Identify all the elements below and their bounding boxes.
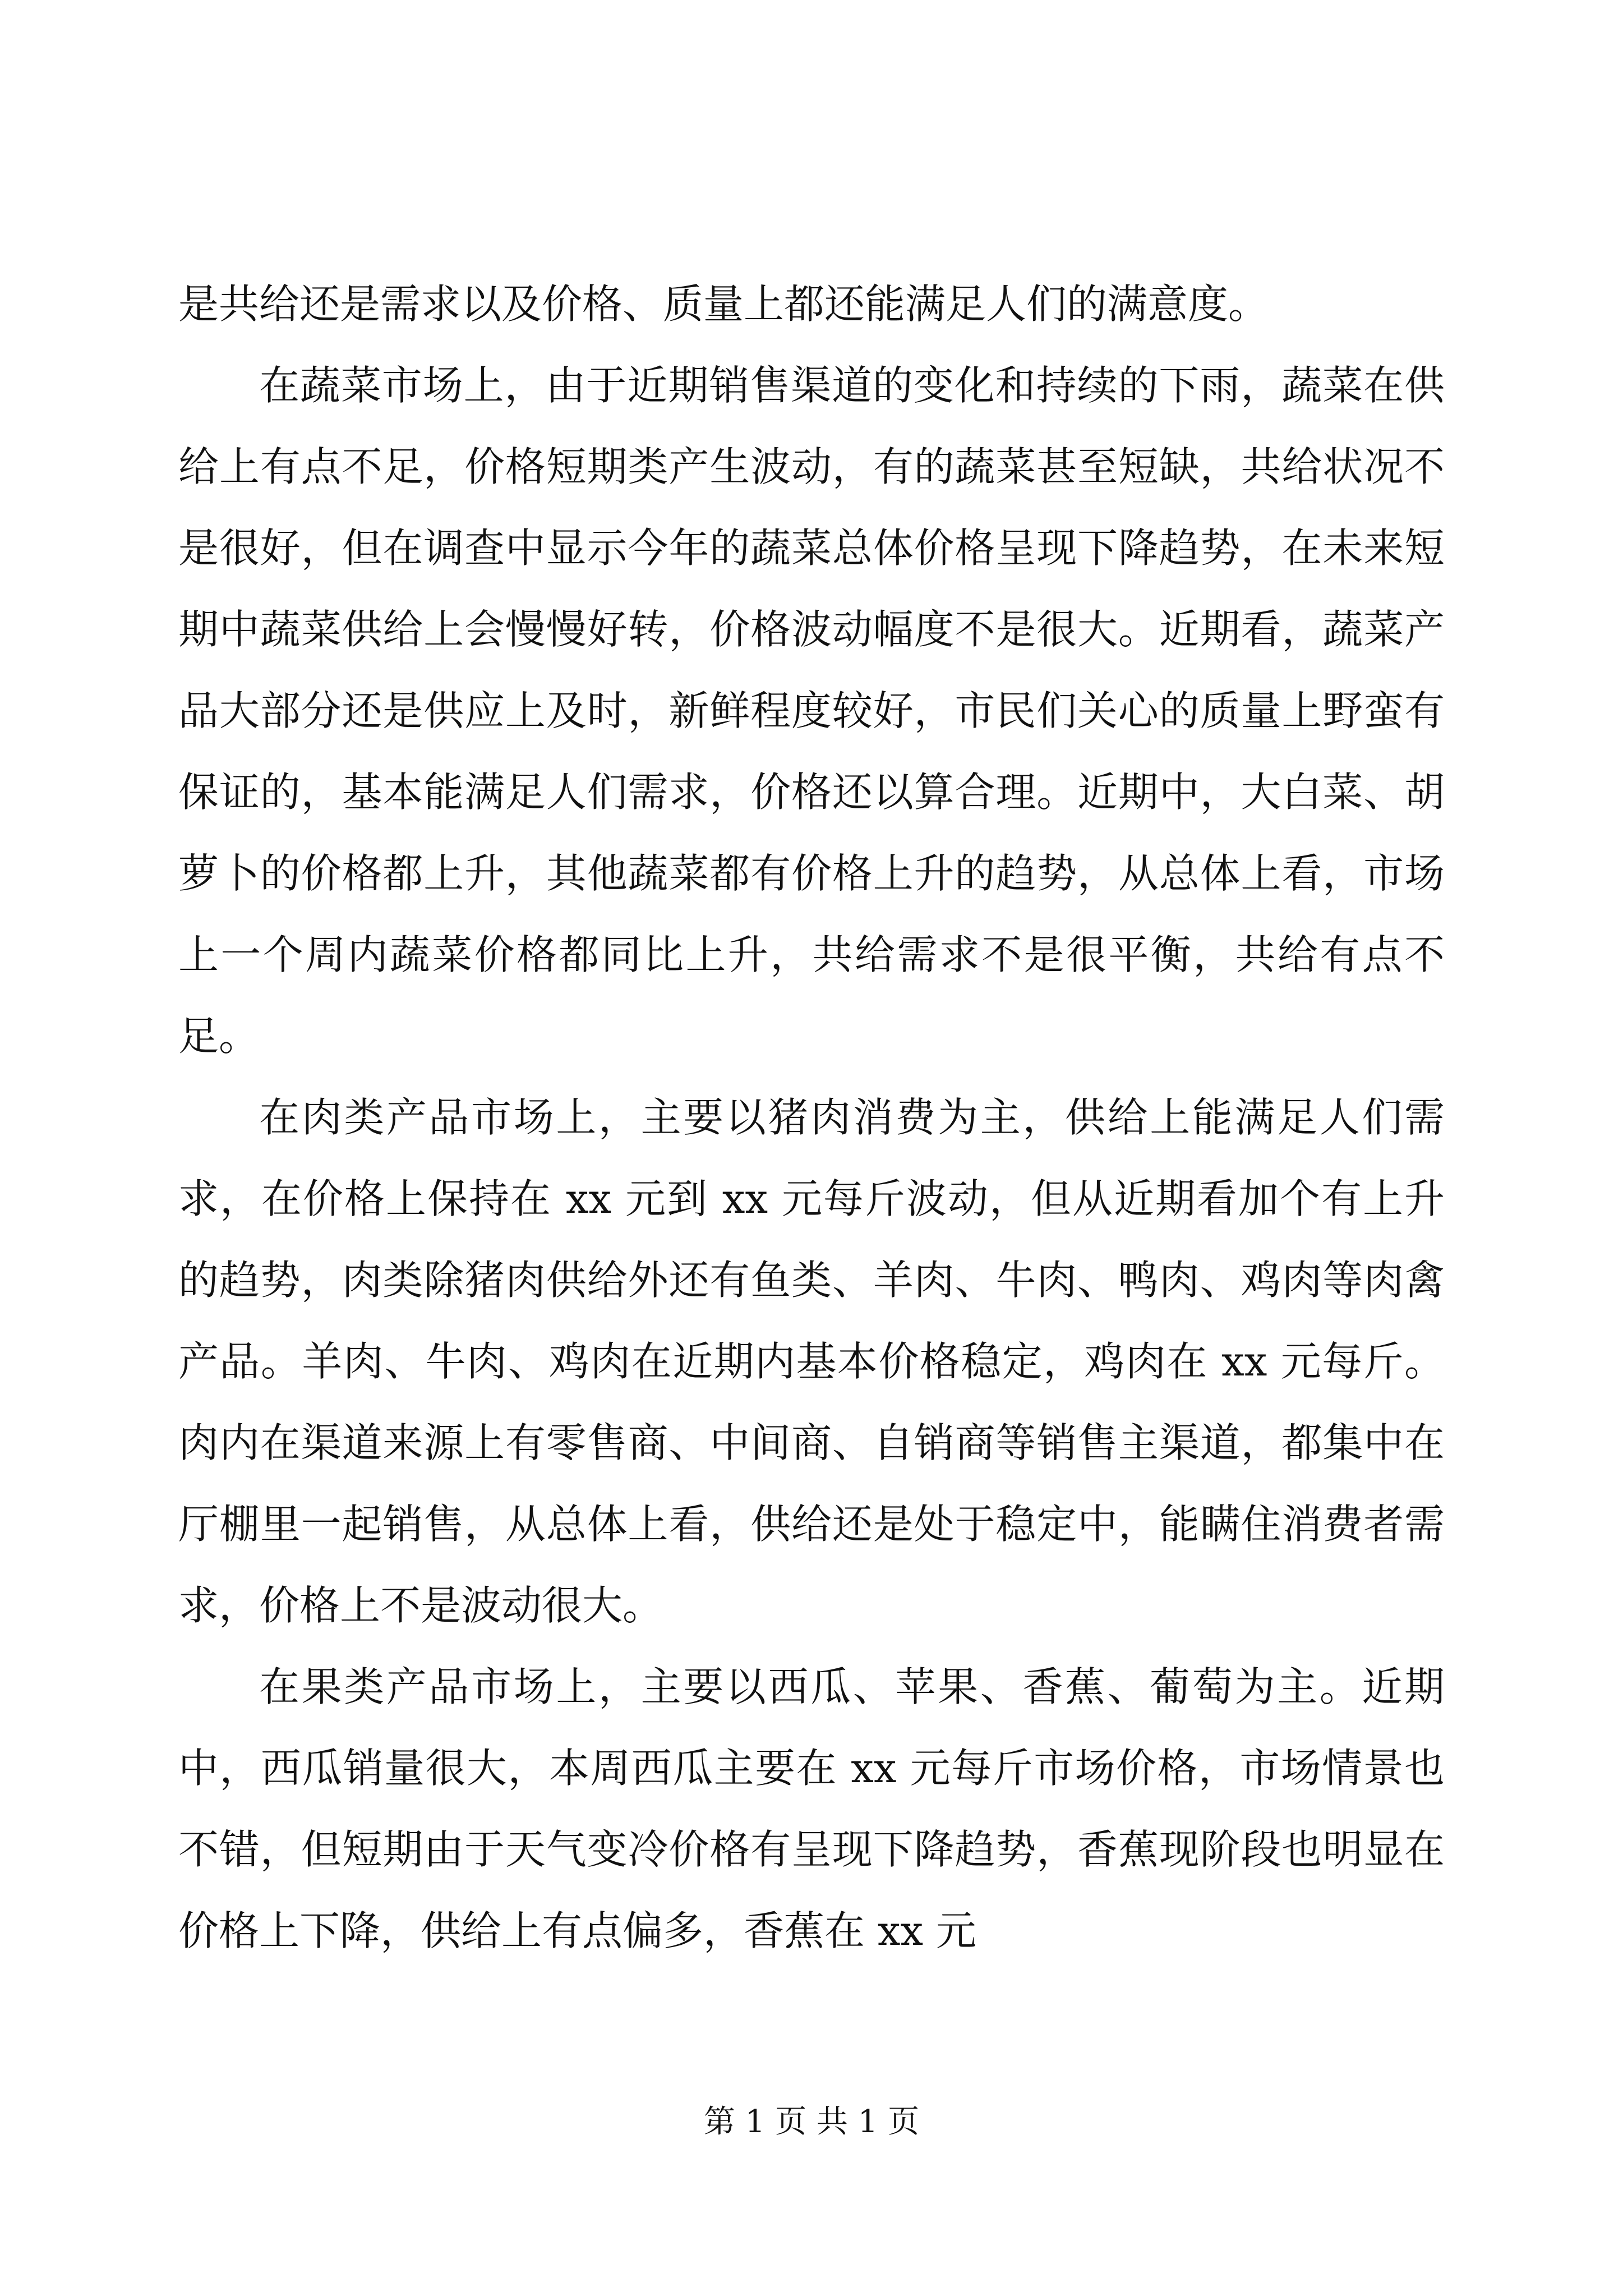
paragraph-fruit-market: 在果类产品市场上，主要以西瓜、苹果、香蕉、葡萄为主。近期中，西瓜销量很大，本周西瓜主要在 xx 元每斤市场价格，市场情景也不错，但短期由于天气变冷价格有呈现下降趋势，香蕉现阶段也明显在价格上下降，供给上有点偏多，香蕉在 xx 元 <box>178 1663 1445 1954</box>
document-body <box>178 264 1445 1972</box>
paragraph-vegetable-market: 在蔬菜市场上，由于近期销售渠道的变化和持续的下雨，蔬菜在供给上有点不足，价格短期类产生波动，有的蔬菜甚至短缺，共给状况不是很好，但在调查中显示今年的蔬菜总体价格呈现下降趋势，在未来短期中蔬菜供给上会慢慢好转，价格波动幅度不是很大。近期看，蔬菜产品大部分还是供应上及时，新鲜程度较好，市民们关心的质量上野蛮有保证的，基本能满足人们需求，价格还以算合理。近期中，大白菜、胡萝卜的价格都上升，其他蔬菜都有价格上升的趋势，从总体上看，市场上一个周内蔬菜价格都同比上升，共给需求不是很平衡，共给有点不足。 <box>178 362 1445 1060</box>
page-footer: 第 1 页 共 1 页 <box>703 2104 920 2140</box>
paragraph-meat-market: 在肉类产品市场上，主要以猪肉消费为主，供给上能满足人们需求，在价格上保持在 xx 元到 xx 元每斤波动，但从近期看加个有上升的趋势，肉类除猪肉供给外还有鱼类、羊肉、牛肉、鸭肉、鸡肉等肉禽产品。羊肉、牛肉、鸡肉在近期内基本价格稳定，鸡肉在 xx 元每斤。肉内在渠道来源上有零售商、中间商、自销商等销售主渠道，都集中在厅棚里一起销售，从总体上看，供给还是处于稳定中，能瞒住消费者需求，价格上不是波动很大。 <box>178 1094 1445 1629</box>
paragraph-continued: 是共给还是需求以及价格、质量上都还能满足人们的满意度。 <box>178 280 1269 328</box>
